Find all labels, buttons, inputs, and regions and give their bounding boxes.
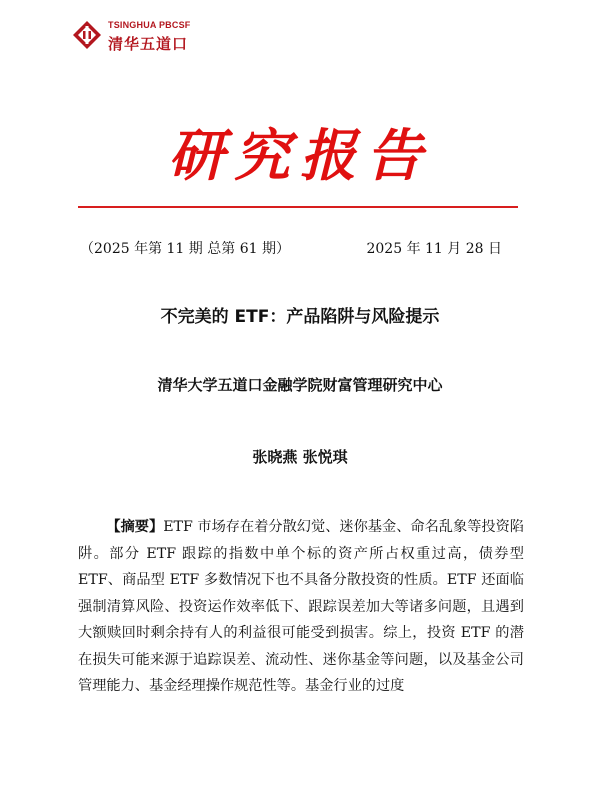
logo-chinese-text: 清华五道口	[108, 35, 189, 53]
issue-info: （2025 年第 11 期 总第 61 期）	[80, 241, 290, 257]
tsinghua-pbcsf-logo	[72, 18, 222, 54]
publish-date: 2025 年 11 月 28 日	[366, 241, 502, 257]
abstract-label: 【摘要】	[106, 519, 164, 535]
document-title: 不完美的 ETF：产品陷阱与风险提示	[160, 307, 440, 327]
abstract-paragraph	[78, 514, 524, 700]
logo-english-text: TSINGHUA PBCSF	[108, 20, 191, 30]
authors: 张晓燕 张悦琪	[252, 448, 348, 466]
report-heading: 研究报告	[168, 123, 432, 189]
abstract-text: ETF 市场存在着分散幻觉、迷你基金、命名乱象等投资陷阱。部分 ETF 跟踪的指数中单个标的资产所占权重过高，债券型 ETF、商品型 ETF 多数情况下也不具备分散投资的性质。ETF 还面临强制清算风险、投资运作效率低下、跟踪误差加大等诸多问题，且遇到大额赎回时剩余持有人的利益很可能受到损害。综上，投资 ETF 的潜在损失可能来源于追踪误差、流动性、迷你基金等问题，以及基金公司管理能力、基金经理操作规范性等。基金行业的过度	[78, 519, 524, 694]
pbcsf-emblem-icon	[72, 20, 102, 50]
header-divider	[78, 206, 518, 208]
institution-name: 清华大学五道口金融学院财富管理研究中心	[157, 376, 443, 394]
